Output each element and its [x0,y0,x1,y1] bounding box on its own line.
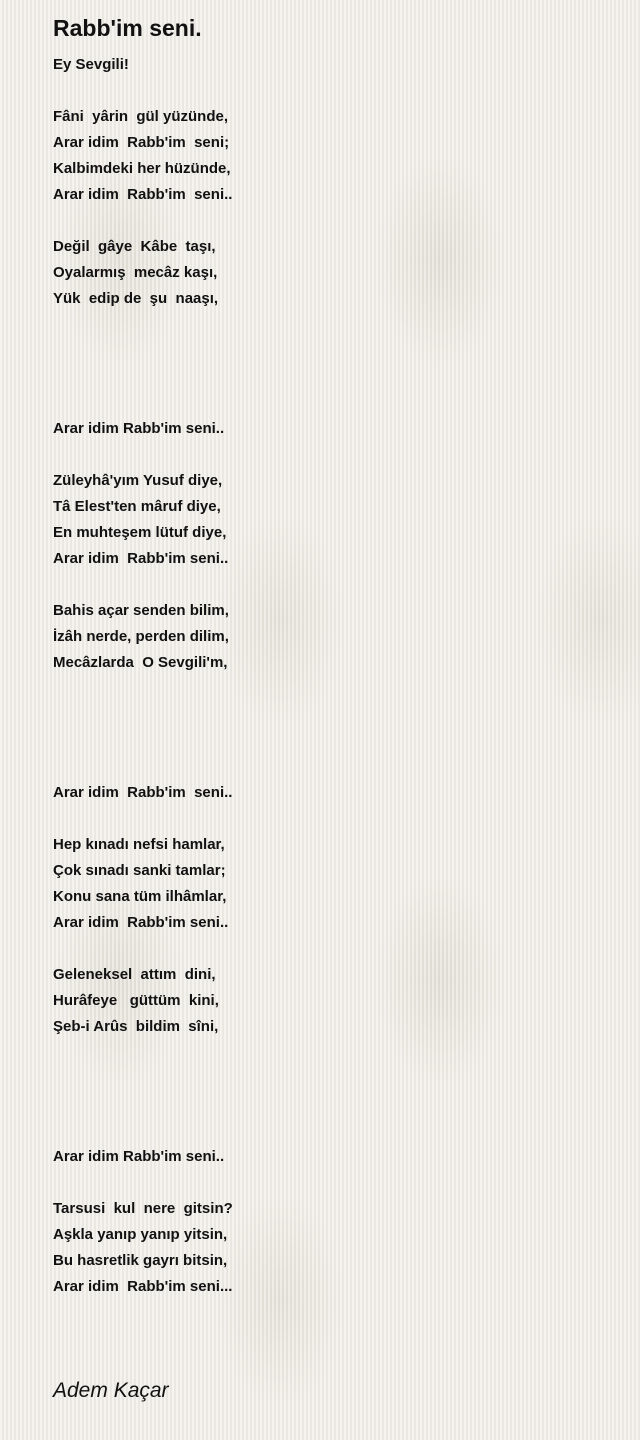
poem-line [53,1118,613,1144]
poem-line: Arar idim Rabb'im seni; [53,134,230,151]
poem-line: Geleneksel attım dini, [53,966,216,983]
poem-line: Bu hasretlik gayrı bitsin, [53,1252,228,1269]
poem-line: Arar idim Rabb'im seni.. [53,550,229,567]
poem-line: Arar idim Rabb'im seni... [53,1278,233,1295]
poem-line: Hep kınadı nefsi hamlar, [53,836,225,853]
poem-line [53,78,613,104]
poem-line: Şeb-i Arûs bildim sîni, [53,1018,219,1035]
poem-line: Konu sana tüm ilhâmlar, [53,888,227,905]
poem-line: Arar idim Rabb'im seni.. [53,1148,225,1165]
poem-line: Çok sınadı sanki tamlar; [53,862,226,879]
poem-line: Aşkla yanıp yanıp yitsin, [53,1226,228,1243]
poem-line: Fâni yârin gül yüzünde, [53,108,229,125]
poem-line: Arar idim Rabb'im seni.. [53,420,225,437]
poem-line [53,1170,613,1196]
poem-line [53,702,613,728]
poem-line: Arar idim Rabb'im seni.. [53,186,233,203]
poem-line [53,1040,613,1066]
poem-line: Tâ Elest'ten mâruf diye, [53,498,221,515]
poem-line: Arar idim Rabb'im seni.. [53,914,229,931]
poem-line: Ey Sevgili! [53,56,129,73]
poem-line [53,754,613,780]
poem-line [53,208,613,234]
poem-line: Mecâzlarda O Sevgili'm, [53,654,228,671]
poem-line: Züleyhâ'yım Yusuf diye, [53,472,223,489]
poem-line [53,338,613,364]
poem-line: Yük edip de şu naaşı, [53,290,219,307]
poem-line: İzâh nerde, perden dilim, [53,628,229,645]
poem-author: Adem Kaçar [53,1379,169,1402]
poem-line: Tarsusi kul nere gitsin? [53,1200,233,1217]
poem-title: Rabb'im seni. [53,15,202,41]
poem-line [53,312,613,338]
poem-line [53,936,613,962]
poem-line [53,442,613,468]
poem-line [53,1066,613,1092]
poem-line [53,572,613,598]
poem-page [53,0,613,1300]
poem-line: Hurâfeye güttüm kini, [53,992,219,1009]
poem-line: Arar idim Rabb'im seni.. [53,784,233,801]
poem-line [53,390,613,416]
poem-line [53,1092,613,1118]
poem-line [53,728,613,754]
poem-line [53,806,613,832]
poem-line: Oyalarmış mecâz kaşı, [53,264,218,281]
poem-line [53,364,613,390]
poem-line [53,676,613,702]
poem-line: Değil gâye Kâbe taşı, [53,238,216,255]
poem-line: Kalbimdeki her hüzünde, [53,160,231,177]
poem-line: En muhteşem lütuf diye, [53,524,227,541]
poem-body [53,52,613,1300]
poem-line: Bahis açar senden bilim, [53,602,229,619]
